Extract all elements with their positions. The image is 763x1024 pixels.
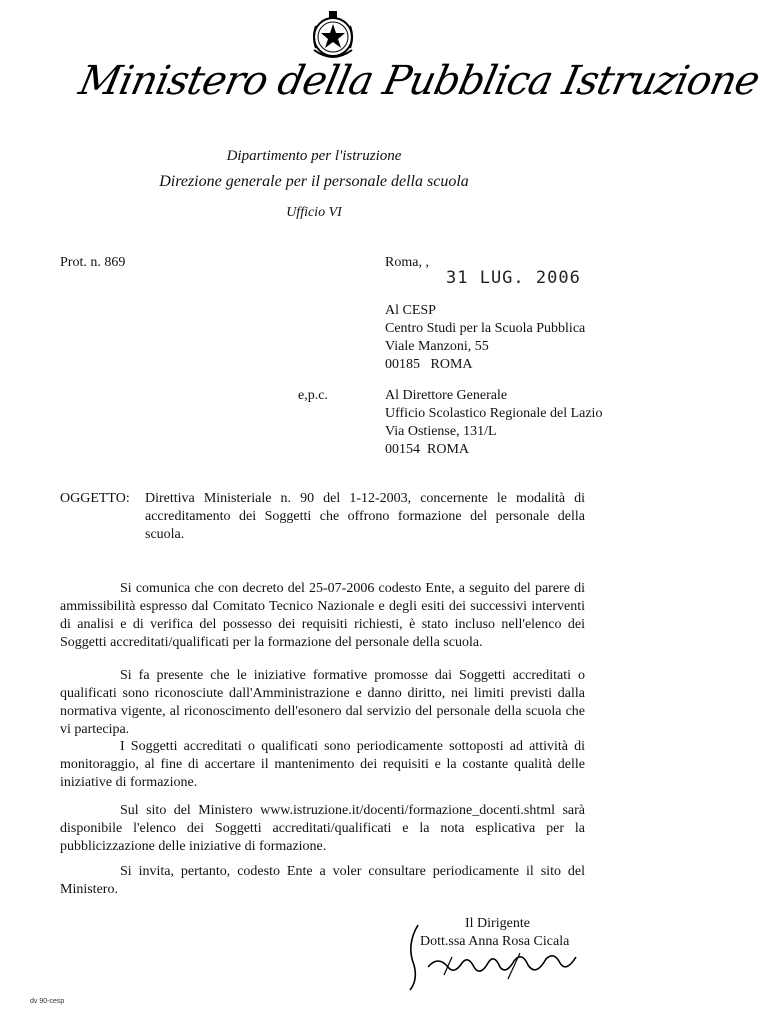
subject-label: OGGETTO: bbox=[60, 491, 130, 506]
body-paragraph: Si invita, pertanto, codesto Ente a voler consultare periodicamente il sito del Ministero. bbox=[60, 864, 585, 897]
recipient-line: Viale Manzoni, 55 bbox=[385, 339, 489, 354]
body-paragraph: Si comunica che con decreto del 25-07-2006 codesto Ente, a seguito del parere di ammissibilità espresso dal Comitato Tecnico Nazionale e degli esiti dei successivi interventi di analisi e di verifica del possesso dei requisiti richiesti, è stato incluso nell'elenco dei Soggetti accreditati/qualificati per la formazione del personale della scuola. bbox=[60, 581, 585, 650]
recipient-address bbox=[385, 302, 585, 374]
republic-emblem-icon bbox=[304, 6, 362, 64]
recipient-line: Al CESP bbox=[385, 303, 436, 318]
signatory-title: Il Dirigente bbox=[465, 916, 530, 931]
directorate-name: Direzione generale per il personale della scuola bbox=[159, 173, 469, 190]
office-name: Ufficio VI bbox=[286, 205, 342, 220]
protocol-number: Prot. n. 869 bbox=[60, 255, 126, 270]
recipient-line: 00185 ROMA bbox=[385, 357, 473, 372]
place-label: Roma, , bbox=[385, 255, 429, 270]
subject-text: Direttiva Ministeriale n. 90 del 1-12-2003, concernente le modalità di accreditamento dei Soggetti che offrono formazione del personale della scuola. bbox=[145, 491, 585, 542]
cc-line: Al Direttore Generale bbox=[385, 388, 508, 403]
cc-address bbox=[385, 387, 602, 459]
signatory-name: Dott.ssa Anna Rosa Cicala bbox=[420, 934, 570, 949]
handwritten-signature bbox=[388, 905, 588, 995]
date-stamp: 31 LUG. 2006 bbox=[446, 268, 581, 288]
ministry-title: Ministero della Pubblica Istruzione bbox=[75, 58, 763, 104]
cc-label: e,p.c. bbox=[298, 388, 328, 403]
cc-line: Ufficio Scolastico Regionale del Lazio bbox=[385, 406, 603, 421]
department-name: Dipartimento per l'istruzione bbox=[226, 148, 402, 164]
body-paragraph: Si fa presente che le iniziative formative promosse dai Soggetti accreditati o qualificati sono riconosciute dall'Amministrazione e danno diritto, nei limiti previsti dalla normativa vigente, al riconoscimento dell'esonero dal servizio del personale della scuola che vi partecipa. bbox=[60, 668, 585, 737]
cc-line: Via Ostiense, 131/L bbox=[385, 424, 497, 439]
body-paragraph: Sul sito del Ministero www.istruzione.it/docenti/formazione_docenti.shtml sarà disponibile l'elenco dei Soggetti accreditati/qualificati e la nota esplicativa per la pubblicizzazione delle iniziative di formazione. bbox=[60, 803, 585, 854]
body-paragraph: I Soggetti accreditati o qualificati sono periodicamente sottoposti ad attività di monitoraggio, al fine di accertare il mantenimento dei requisiti e la costante qualità delle iniziative di formazione. bbox=[60, 739, 585, 790]
footer-code: dv 90-cesp bbox=[30, 998, 65, 1005]
cc-line: 00154 ROMA bbox=[385, 442, 470, 457]
recipient-line: Centro Studi per la Scuola Pubblica bbox=[385, 321, 586, 336]
